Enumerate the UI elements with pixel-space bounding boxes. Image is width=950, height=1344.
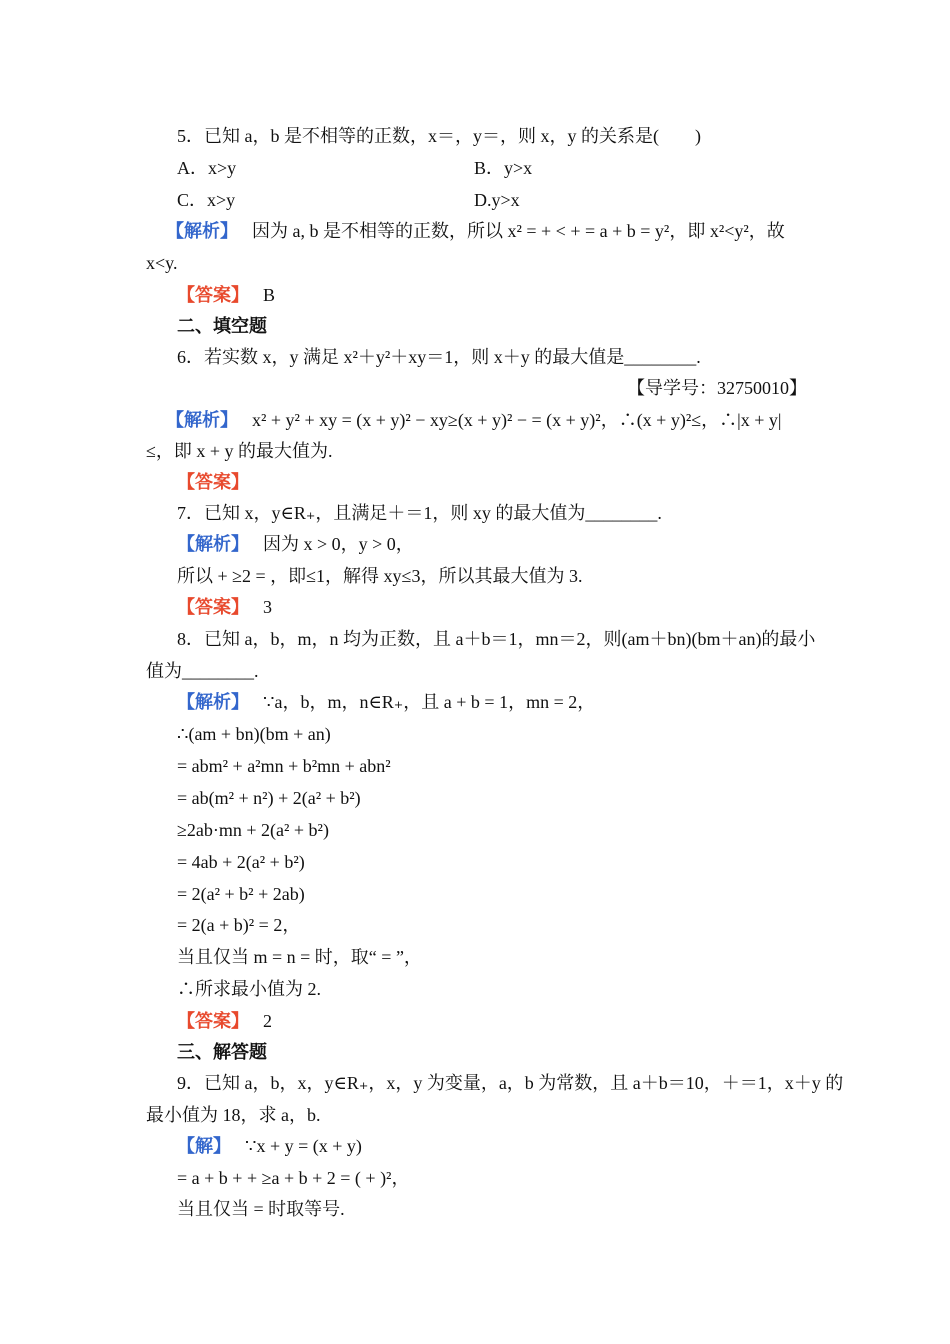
q8-step: = 2(a + b)² = 2， (177, 915, 301, 935)
q7-answer: 3 (263, 597, 272, 617)
q9-step: = a + b + + ≥a + b + 2 = ( + )²， (177, 1168, 410, 1188)
section-solution-heading: 三、解答题 (177, 1042, 267, 1062)
q6-reference-number: 【导学号：32750010】 (627, 378, 807, 398)
q8-step: ∴(am + bn)(bm + an) (177, 724, 331, 744)
q9-solution-line-1 (177, 1135, 362, 1157)
q5-option-a: A．x>y (177, 158, 237, 178)
q6-answer-line (177, 471, 263, 493)
q5-option-c: C．x>y (177, 190, 236, 210)
q8-answer: 2 (263, 1011, 272, 1031)
analysis-label: 【解析】 (177, 692, 249, 712)
q8-step: ∴所求最小值为 2. (177, 979, 321, 999)
answer-label: 【答案】 (177, 472, 249, 492)
section-fill-in-heading: 二、填空题 (177, 316, 267, 336)
q5-stem: 5．已知 a，b 是不相等的正数，x＝，y＝，则 x，y 的关系是( ) (177, 126, 701, 146)
q5-option-d: D.y>x (474, 190, 520, 210)
q7-stem: 7．已知 x，y∈R₊，且满足＋＝1，则 xy 的最大值为________. (177, 503, 662, 523)
q5-answer: B (263, 285, 276, 305)
q7-answer-line (177, 596, 272, 618)
analysis-label: 【解析】 (177, 534, 249, 554)
q5-analysis-text: 因为 a, b 是不相等的正数，所以 x² = + < + = a + b = y²，即 x²<y²，故 (252, 221, 785, 241)
q6-stem: 6．若实数 x，y 满足 x²＋y²＋xy＝1，则 x＋y 的最大值是________. (177, 347, 701, 367)
q6-analysis-text: x² + y² + xy = (x + y)² − xy≥(x + y)² − = (x + y)²，∴(x + y)²≤，∴|x + y| (252, 410, 782, 430)
q8-stem-line-1: 8．已知 a，b，m，n 均为正数，且 a＋b＝1，mn＝2，则(am＋bn)(bm＋an)的最小 (177, 629, 816, 649)
answer-label: 【答案】 (177, 1011, 249, 1031)
analysis-label: 【解析】 (166, 221, 238, 241)
q8-step: ≥2ab·mn + 2(a² + b²) (177, 820, 329, 840)
q9-step: 当且仅当 = 时取等号. (177, 1199, 345, 1219)
q8-step: = ab(m² + n²) + 2(a² + b²) (177, 788, 361, 808)
q7-analysis-line-2: 所以 + ≥2 = ，即≤1，解得 xy≤3，所以其最大值为 3. (177, 566, 583, 586)
q8-step: ∵a，b，m，n∈R₊，且 a + b = 1，mn = 2， (263, 692, 596, 712)
q8-step: = abm² + a²mn + b²mn + abn² (177, 756, 391, 776)
solution-label: 【解】 (177, 1136, 231, 1156)
q8-step: = 2(a² + b² + 2ab) (177, 884, 305, 904)
q5-analysis-line-2: x<y. (146, 253, 178, 273)
answer-label: 【答案】 (177, 285, 249, 305)
q9-stem-line-2: 最小值为 18，求 a，b. (146, 1105, 321, 1125)
answer-label: 【答案】 (177, 597, 249, 617)
q5-answer-line (177, 284, 275, 306)
q8-answer-line (177, 1010, 272, 1032)
q8-step: = 4ab + 2(a² + b²) (177, 852, 305, 872)
q5-analysis-line-1 (166, 220, 785, 242)
analysis-label: 【解析】 (166, 410, 238, 430)
q8-step: 当且仅当 m = n = 时，取“ = ”， (177, 947, 422, 967)
q6-analysis-line-2: ≤，即 x + y 的最大值为. (146, 441, 333, 461)
q7-analysis-line-1 (177, 533, 414, 555)
q6-analysis-line-1 (166, 409, 781, 431)
q5-option-b: B．y>x (474, 158, 533, 178)
q8-stem-line-2: 值为________. (146, 661, 259, 681)
q7-analysis-text: 因为 x > 0，y > 0， (263, 534, 414, 554)
q9-stem-line-1: 9．已知 a，b，x，y∈R₊，x，y 为变量，a，b 为常数，且 a＋b＝10，＋＝1，x＋y 的 (177, 1073, 844, 1093)
q9-step: ∵x + y = (x + y) (245, 1136, 362, 1156)
q8-analysis-line-1 (177, 691, 595, 713)
